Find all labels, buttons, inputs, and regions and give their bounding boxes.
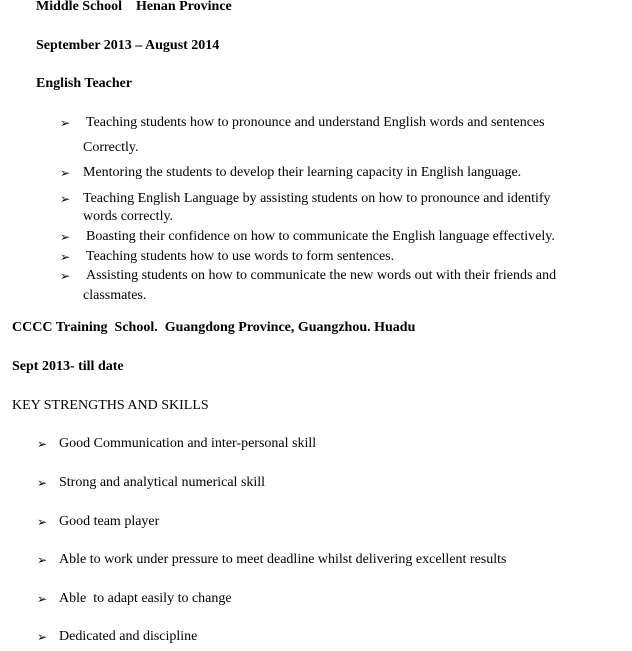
skill-item: Dedicated and discipline	[59, 629, 198, 644]
arrow-bullet-icon: ➢	[37, 476, 48, 490]
arrow-bullet-icon: ➢	[60, 116, 71, 130]
skill-item: Strong and analytical numerical skill	[59, 475, 266, 490]
skill-item: Good Communication and inter-personal skill	[59, 436, 317, 451]
job2-school: CCCC Training School. Guangdong Province, Guangzhou. Huadu	[12, 320, 416, 335]
list-item: Mentoring the students to develop their learning capacity in English language.	[83, 165, 522, 180]
list-item-continuation: classmates.	[83, 288, 147, 303]
arrow-bullet-icon: ➢	[37, 553, 48, 567]
list-item: Boasting their confidence on how to communicate the English language effectively.	[86, 229, 555, 244]
job2-dates: Sept 2013- till date	[12, 359, 124, 374]
list-item: Teaching students how to pronounce and understand English words and sentences	[86, 115, 545, 130]
skill-item: Good team player	[59, 514, 160, 529]
list-item-continuation: Correctly.	[83, 140, 139, 155]
list-item: Assisting students on how to communicate the new words out with their friends and	[86, 268, 557, 283]
arrow-bullet-icon: ➢	[60, 166, 71, 180]
arrow-bullet-icon: ➢	[37, 630, 48, 644]
list-item: Teaching English Language by assisting students on how to pronounce and identify	[83, 191, 551, 206]
skills-heading: KEY STRENGTHS AND SKILLS	[12, 398, 209, 413]
skill-item: Able to adapt easily to change	[59, 591, 232, 606]
arrow-bullet-icon: ➢	[60, 192, 71, 206]
list-item: Teaching students how to use words to form sentences.	[86, 249, 395, 264]
arrow-bullet-icon: ➢	[60, 269, 71, 283]
skill-item: Able to work under pressure to meet deadline whilst delivering excellent results	[59, 552, 507, 567]
arrow-bullet-icon: ➢	[37, 437, 48, 451]
arrow-bullet-icon: ➢	[37, 515, 48, 529]
job-dates: September 2013 – August 2014	[36, 38, 220, 53]
job-role: English Teacher	[36, 76, 133, 91]
arrow-bullet-icon: ➢	[60, 250, 71, 264]
list-item-continuation: words correctly.	[83, 209, 174, 224]
arrow-bullet-icon: ➢	[60, 230, 71, 244]
job-school: Middle School Henan Province	[36, 0, 232, 14]
arrow-bullet-icon: ➢	[37, 592, 48, 606]
